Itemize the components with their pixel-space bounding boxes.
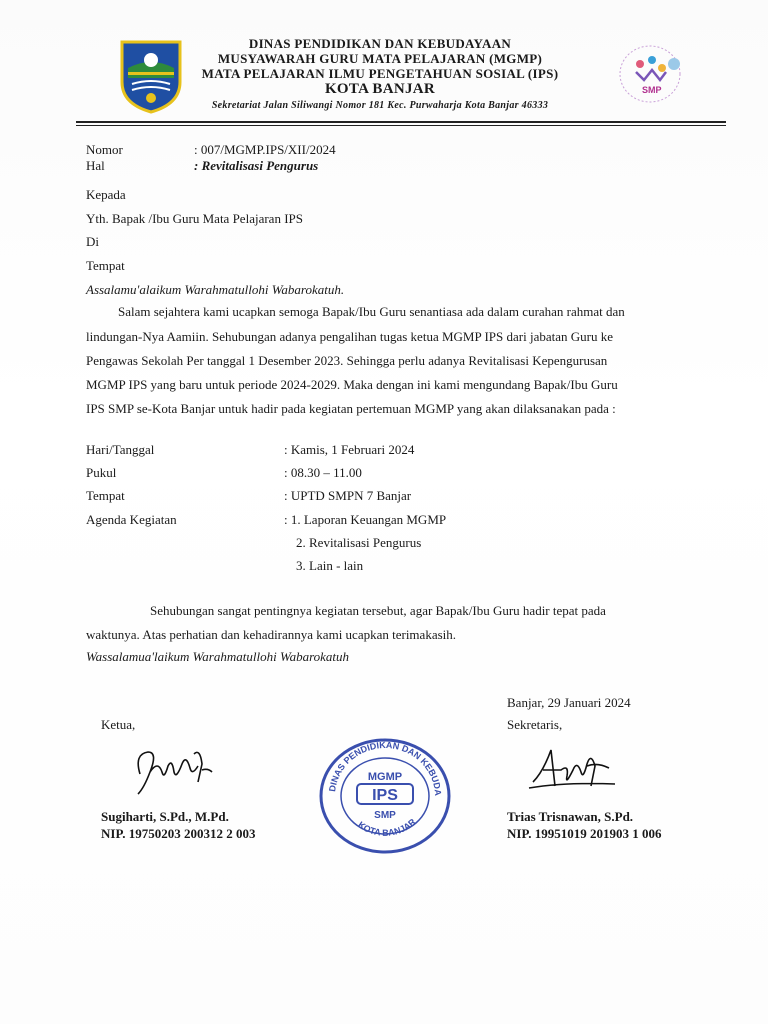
detail-tempat-value: : UPTD SMPN 7 Banjar: [284, 488, 412, 503]
smp-logo: [612, 40, 690, 108]
nomor-label: Nomor: [86, 142, 123, 157]
signature-left-nip: NIP. 19750203 200312 2 003: [101, 826, 256, 841]
agenda-item: : 1. Laporan Keuangan MGMP: [284, 512, 447, 527]
letterhead-line-1: DINAS PENDIDIKAN DAN KEBUDAYAAN: [248, 36, 512, 51]
hal-value: : Revitalisasi Pengurus: [194, 158, 319, 173]
paragraph-line: MGMP IPS yang baru untuk periode 2024-2029. Maka dengan ini kami mengundang Bapak/Ibu Guru: [86, 377, 618, 392]
recipient-tempat: Tempat: [86, 258, 125, 273]
signature-right-name: Trias Trisnawan, S.Pd.: [507, 809, 634, 824]
nomor-value: : 007/MGMP.IPS/XII/2024: [194, 142, 336, 157]
official-stamp: [315, 734, 455, 854]
detail-agenda-label: Agenda Kegiatan: [86, 512, 177, 527]
agenda-item: 3. Lain - lain: [296, 558, 364, 573]
paragraph-line: IPS SMP se-Kota Banjar untuk hadir pada kegiatan pertemuan MGMP yang akan dilaksanakan pada :: [86, 401, 616, 416]
stamp-line-3: SMP: [374, 810, 396, 821]
stamp-arc-bottom-text: KOTA BANJAR: [356, 816, 418, 838]
place-date: Banjar, 29 Januari 2024: [507, 695, 631, 710]
paragraph-line: Salam sejahtera kami ucapkan semoga Bapak/Ibu Guru senantiasa ada dalam curahan rahmat dan: [118, 304, 625, 319]
paragraph-line: Pengawas Sekolah Per tanggal 1 Desember 2023. Sehingga perlu adanya Revitalisasi Kepengurusan: [86, 353, 608, 368]
letterhead-rule-thick: [76, 121, 726, 123]
farewell: Wassalamua'laikum Warahmatullohi Wabarokatuh: [86, 649, 350, 664]
signature-left-title: Ketua,: [101, 717, 136, 732]
smp-logo-text: SMP: [642, 85, 662, 95]
stamp-line-1: MGMP: [367, 771, 403, 783]
detail-hari-label: Hari/Tanggal: [86, 442, 155, 457]
letterhead-line-2: MUSYAWARAH GURU MATA PELAJARAN (MGMP): [217, 51, 543, 66]
detail-hari-value: : Kamis, 1 Februari 2024: [284, 442, 415, 457]
recipient-kepada: Kepada: [86, 187, 126, 202]
signature-right-nip: NIP. 19951019 201903 1 006: [507, 826, 662, 841]
letterhead-line-4: KOTA BANJAR: [324, 81, 436, 97]
recipient-yth: Yth. Bapak /Ibu Guru Mata Pelajaran IPS: [86, 211, 303, 226]
letterhead-address: Sekretariat Jalan Siliwangi Nomor 181 Kec. Purwaharja Kota Banjar 46333: [211, 100, 549, 111]
detail-pukul-label: Pukul: [86, 465, 117, 480]
stamp-line-2: IPS: [372, 787, 398, 804]
detail-tempat-label: Tempat: [86, 488, 125, 503]
signature-right-title: Sekretaris,: [507, 717, 563, 732]
recipient-di: Di: [86, 234, 99, 249]
stamp-arc-top-text: DINAS PENDIDIKAN DAN KEBUDA: [327, 739, 444, 796]
closing-line: waktunya. Atas perhatian dan kehadirannya kami ucapkan terimakasih.: [86, 627, 457, 642]
left-handwritten-signature: [128, 742, 218, 802]
closing-line: Sehubungan sangat pentingnya kegiatan tersebut, agar Bapak/Ibu Guru hadir tepat pada: [150, 603, 606, 618]
agenda-item: 2. Revitalisasi Pengurus: [296, 535, 422, 550]
greeting: Assalamu'alaikum Warahmatullohi Wabarokatuh.: [86, 282, 345, 297]
detail-pukul-value: : 08.30 – 11.00: [284, 465, 362, 480]
paragraph-line: lindungan-Nya Aamiin. Sehubungan adanya pengalihan tugas ketua MGMP IPS dari jabatan Guru ke: [86, 329, 613, 344]
letterhead-line-3: MATA PELAJARAN ILMU PENGETAHUAN SOSIAL (IPS): [201, 66, 559, 81]
letterhead-rule-thin: [76, 125, 726, 126]
signature-left-name: Sugiharti, S.Pd., M.Pd.: [101, 809, 229, 824]
hal-label: Hal: [86, 158, 105, 173]
right-handwritten-signature: [525, 742, 620, 797]
